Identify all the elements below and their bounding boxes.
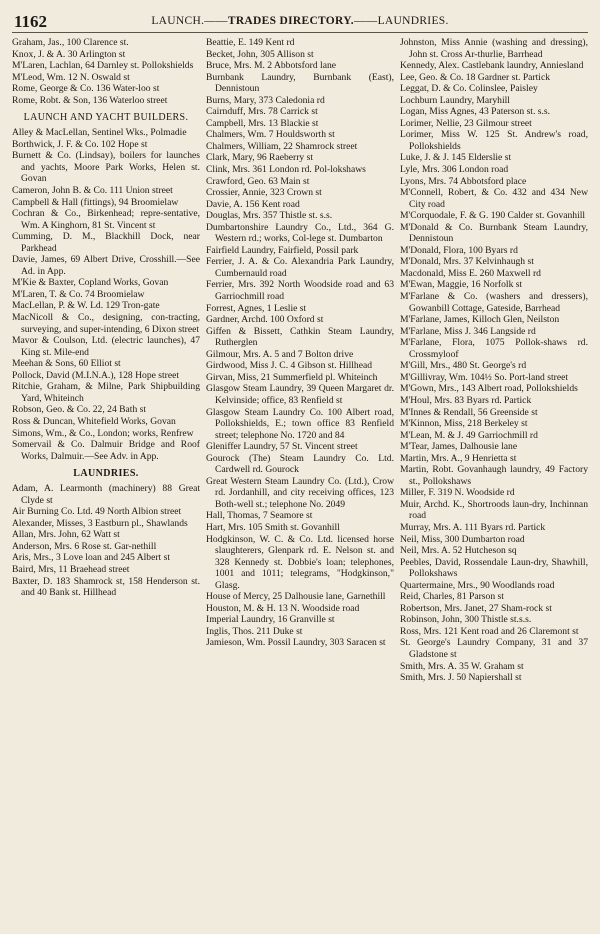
directory-entry: Houston, M. & H. 13 N. Woodside road <box>206 602 360 614</box>
directory-entry: Girdwood, Miss J. C. 4 Gibson st. Hillhead <box>206 360 373 372</box>
directory-entry: Lochburn Laundry, Maryhill <box>400 94 510 106</box>
section-heading: LAUNDRIES. <box>73 468 139 480</box>
directory-entry: M'Tear, James, Dalhousie lane <box>400 441 518 453</box>
directory-entry: Anderson, Mrs. 6 Rose st. Gar-nethill <box>12 540 157 552</box>
directory-entry: Martin, Mrs. A., 9 Henrietta st <box>400 452 517 464</box>
directory-entry: MacLellan, P. & W. Ld. 129 Tron-gate <box>12 300 160 312</box>
directory-entry: Somervail & Co. Dalmuir Bridge and Roof Works, Dalmuir.—See Adv. in App. <box>12 439 200 462</box>
directory-entry: M'Lean, M. & J. 49 Garriochmill rd <box>400 429 538 441</box>
directory-entry: Leggat, D. & Co. Colinslee, Paisley <box>400 83 538 95</box>
directory-entry: M'Innes & Rendall, 56 Greenside st <box>400 406 538 418</box>
directory-entry: Burnbank Laundry, Burnbank (East), Dennistoun <box>206 71 394 95</box>
directory-entry: Clark, Mary, 96 Raeberry st <box>206 152 314 164</box>
directory-entry: MacNicoll & Co., designing, con-tracting, surveying, and super-intending, 6 Dixon street <box>12 312 200 335</box>
directory-entry: M'Kie & Baxter, Copland Works, Govan <box>12 277 169 289</box>
directory-entry: M'Corquodale, F. & G. 190 Calder st. Govanhill <box>400 210 586 222</box>
directory-entry: Clink, Mrs. 361 London rd. Pol-lokshaws <box>206 164 366 176</box>
directory-entry: Chalmers, Wm. 7 Houldsworth st <box>206 129 335 141</box>
directory-entry: Bruce, Mrs. M. 2 Abbotsford lane <box>206 60 337 72</box>
running-header <box>12 12 588 33</box>
directory-entry: Peebles, David, Rossendale Laun-dry, Shawhill, Pollokshaws <box>400 556 588 580</box>
directory-entry: Alley & MacLellan, Sentinel Wks., Polmadie <box>12 127 187 139</box>
page-number: 1162 <box>14 12 48 31</box>
directory-entry: Lyons, Mrs. 74 Abbotsford place <box>400 175 527 187</box>
directory-entry: Lee, Geo. & Co. 18 Gardner st. Partick <box>400 71 550 83</box>
directory-entry: Fairfield Laundry, Fairfield, Possil park <box>206 244 359 256</box>
running-head-dash-1: —— <box>204 15 228 27</box>
directory-entry: Becket, John, 305 Allison st <box>206 48 314 60</box>
directory-entry: Reid, Charles, 81 Parson st <box>400 591 504 603</box>
directory-entry: Robson, Geo. & Co. 22, 24 Bath st <box>12 404 147 416</box>
directory-entry: Neil, Mrs. A. 52 Hutcheson sq <box>400 545 517 557</box>
directory-entry: M'Gown, Mrs., 143 Albert road, Pollokshields <box>400 383 578 395</box>
directory-entry: Quartermaine, Mrs., 90 Woodlands road <box>400 579 555 591</box>
directory-entry: Campbell, Mrs. 13 Blackie st <box>206 117 319 129</box>
directory-entry: Girvan, Miss, 21 Summerfield pl. Whiteinch <box>206 371 378 383</box>
directory-entry: Martin, Robt. Govanhaugh laundry, 49 Factory st., Pollokshaws <box>400 464 588 487</box>
directory-entry: Macdonald, Miss E. 260 Maxwell rd <box>400 267 541 279</box>
directory-entry: Pollock, David (M.I.N.A.), 128 Hope street <box>12 369 180 381</box>
directory-entry: Davie, James, 69 Albert Drive, Crosshill.—See Ad. in App. <box>12 254 200 277</box>
directory-entry: Allan, Mrs. John, 62 Watt st <box>12 529 120 541</box>
directory-entry: M'Donald, Mrs. 37 Kelvinhaugh st <box>400 256 534 268</box>
directory-entry: Neil, Miss, 300 Dumbarton road <box>400 533 525 545</box>
running-head-right: LAUNDRIES. <box>377 15 449 27</box>
directory-entry: St. George's Laundry Company, 31 and 37 Gladstone st <box>400 637 588 660</box>
directory-entry: M'Ewan, Maggie, 16 Norfolk st <box>400 279 523 291</box>
directory-entry: Great Western Steam Laundry Co. (Ltd.), Crow rd. Jordanhill, and city receiving offices, 123 Both-well st.; telephone No. 2049 <box>206 475 394 510</box>
directory-entry: Ritchie, Graham, & Milne, Park Shipbuilding Yard, Whiteinch <box>12 381 200 404</box>
directory-entry: Baxter, D. 183 Shamrock st, 158 Henderson st. and 40 Bank st. Hillhead <box>12 575 200 599</box>
section-heading: LAUNCH AND YACHT BUILDERS. <box>23 112 189 124</box>
directory-entry: Davie, A. 156 Kent road <box>206 198 300 210</box>
directory-entry: Gleniffer Laundry, 57 St. Vincent street <box>206 441 358 453</box>
directory-entry: Chalmers, William, 22 Shamrock street <box>206 140 358 152</box>
directory-entry: Hall, Thomas, 7 Seamore st <box>206 510 313 522</box>
directory-entry: Baird, Mrs, 11 Braehead street <box>12 563 130 575</box>
running-head-dash-2: —— <box>353 15 378 27</box>
directory-entry: Ferrier, J. A. & Co. Alexandria Park Laundry, Cumbernauld road <box>206 256 394 279</box>
directory-entry: Forrest, Agnes, 1 Leslie st <box>206 302 307 314</box>
directory-entry: Adam, A. Learmonth (machinery) 88 Great Clyde st <box>12 483 200 506</box>
directory-entry: Jamieson, Wm. Possil Laundry, 303 Saracen st <box>206 637 386 649</box>
directory-entry: Ross & Duncan, Whitefield Works, Govan <box>12 415 176 427</box>
directory-entry: M'Houl, Mrs. 83 Byars rd. Partick <box>400 394 532 406</box>
directory-entry: Cochran & Co., Birkenhead; repre-sentative, Wm. A Kinghorn, 81 St. Vincent st <box>12 208 200 231</box>
directory-entry: Knox, J. & A. 30 Arlington st <box>12 48 126 60</box>
directory-entry: M'Leod, Wm. 12 N. Oswald st <box>12 71 130 83</box>
directory-entry: M'Laren, Lachlan, 64 Darnley st. Pollokshields <box>12 60 194 72</box>
directory-entry: Graham, Jas., 100 Clarence st. <box>12 37 129 48</box>
directory-entry: M'Gillivray, Wm. 104½ So. Port-land street <box>400 371 569 383</box>
directory-entry: Mavor & Coulson, Ltd. (electric launches), 47 King st. Mile-end <box>12 335 200 358</box>
directory-entry: Meehan & Sons, 60 Elliot st <box>12 358 121 370</box>
directory-entry: Robinson, John, 300 Thistle st.s.s. <box>400 614 532 626</box>
directory-entry: Muir, Archd. K., Shortroods laun-dry, Inchinnan road <box>400 498 588 522</box>
column-3 <box>400 37 588 684</box>
directory-entry: Imperial Laundry, 16 Granville st <box>206 614 335 626</box>
directory-entry: M'Connell, Robert, & Co. 432 and 434 New City road <box>400 187 588 210</box>
directory-entry: Smith, Mrs. A. 35 W. Graham st <box>400 660 524 672</box>
directory-entry: Beattie, E. 149 Kent rd <box>206 37 295 48</box>
directory-entry: Crossier, Annie, 323 Crown st <box>206 187 322 199</box>
directory-entry: Hodgkinson, W. C. & Co. Ltd. licensed horse slaughterers, Glenpark rd. E. Nelson st. and 328 Kennedy st. Dobbie's loan; telephones, 1001 and 1011; telegrams, "Hodgkinson," Glasg. <box>206 533 394 591</box>
directory-entry: Douglas, Mrs. 357 Thistle st. s.s. <box>206 210 333 222</box>
directory-entry: Aris, Mrs., 3 Love loan and 245 Albert st <box>12 552 171 564</box>
directory-entry: M'Donald, Flora, 100 Byars rd <box>400 244 518 256</box>
directory-entry: Borthwick, J. F. & Co. 102 Hope st <box>12 138 148 150</box>
directory-entry: Rome, Robt. & Son, 136 Waterloo street <box>12 94 168 106</box>
directory-entry: Lorimer, Miss W. 125 St. Andrew's road, Pollokshields <box>400 129 588 152</box>
columns <box>12 37 588 684</box>
directory-entry: M'Gill, Mrs., 480 St. George's rd <box>400 360 527 372</box>
directory-entry: Murray, Mrs. A. 111 Byars rd. Partick <box>400 521 546 533</box>
directory-entry: Lyle, Mrs. 306 London road <box>400 164 509 176</box>
directory-entry: Campbell & Hall (fittings), 94 Broomielaw <box>12 196 179 208</box>
directory-entry: Glasgow Steam Laundry, 39 Queen Margaret dr. Kelvinside; office, 83 Renfield st <box>206 383 394 406</box>
directory-entry: House of Mercy, 25 Dalhousie lane, Garnethill <box>206 591 386 603</box>
directory-entry: Cumming, D. M., Blackhill Dock, near Parkhead <box>12 231 200 254</box>
directory-entry: Dumbartonshire Laundry Co., Ltd., 364 G. Western rd.; works, Col-lege st. Dumbarton <box>206 221 394 245</box>
running-head-center: TRADES DIRECTORY. <box>227 15 354 27</box>
directory-entry: M'Kinnon, Miss, 218 Berkeley st <box>400 418 528 430</box>
directory-entry: Miller, F. 319 N. Woodside rd <box>400 487 515 499</box>
directory-entry: Air Burning Co. Ltd. 49 North Albion street <box>12 506 182 518</box>
directory-entry: M'Donald & Co. Burnbank Steam Laundry, Dennistoun <box>400 221 588 245</box>
directory-entry: M'Laren, T. & Co. 74 Broomielaw <box>12 288 145 300</box>
directory-entry: Alexander, Misses, 3 Eastburn pl., Shawlands <box>12 517 188 529</box>
directory-entry: Rome, George & Co. 136 Water-loo st <box>12 83 160 95</box>
directory-entry: Lorimer, Nellie, 23 Gilmour street <box>400 117 532 129</box>
directory-entry: Burns, Mary, 373 Caledonia rd <box>206 94 325 106</box>
directory-entry: Johnston, Miss Annie (washing and dressing), John st. Cross Ar-thurlie, Barrhead <box>400 37 588 60</box>
directory-entry: Ross, Mrs. 121 Kent road and 26 Claremont st <box>400 625 579 637</box>
running-head-left: LAUNCH. <box>151 15 205 27</box>
directory-entry: Inglis, Thos. 211 Duke st <box>206 625 303 637</box>
column-1 <box>12 37 200 684</box>
directory-entry: M'Farlane, Flora, 1075 Pollok-shaws rd. Crossmyloof <box>400 337 588 360</box>
directory-entry: Burnett & Co. (Lindsay), boilers for launches and yachts, Moore Park Works, Helen st. Govan <box>12 150 200 185</box>
directory-entry: Gourock (The) Steam Laundry Co. Ltd. Cardwell rd. Gourock <box>206 452 394 476</box>
directory-entry: Smith, Mrs. J. 50 Napiershall st <box>400 672 522 684</box>
directory-entry: Robertson, Mrs. Janet, 27 Sham-rock st <box>400 602 552 614</box>
running-head-text <box>12 15 588 27</box>
directory-entry: Hart, Mrs. 105 Smith st. Govanhill <box>206 521 340 533</box>
directory-entry: Logan, Miss Agnes, 43 Paterson st. s.s. <box>400 106 551 118</box>
directory-entry: Glasgow Steam Laundry Co. 100 Albert road, Pollokshields, E.; town office 83 Renfield street; telephone No. 1720 and 84 <box>206 406 394 441</box>
directory-entry: M'Farlane & Co. (washers and dressers), Gowanbill Cottage, Gateside, Barrhead <box>400 291 588 314</box>
directory-entry: Kennedy, Alex. Castlebank laundry, Anniesland <box>400 60 584 72</box>
column-2 <box>206 37 394 684</box>
directory-entry: Luke, J. & J. 145 Elderslie st <box>400 152 512 164</box>
directory-entry: Crawford, Geo. 63 Main st <box>206 175 310 187</box>
directory-entry: Giffen & Bissett, Cathkin Steam Laundry, Rutherglen <box>206 325 394 349</box>
directory-entry: M'Farlane, James, Killoch Glen, Neilston <box>400 314 560 326</box>
directory-entry: M'Farlane, Miss J. 346 Langside rd <box>400 325 536 337</box>
directory-entry: Cairnduff, Mrs. 78 Carrick st <box>206 106 318 118</box>
directory-entry: Gardner, Archd. 100 Oxford st <box>206 314 324 326</box>
directory-entry: Cameron, John B. & Co. 111 Union street <box>12 185 173 197</box>
directory-entry: Gilmour, Mrs. A. 5 and 7 Bolton drive <box>206 348 354 360</box>
directory-entry: Ferrier, Mrs. 392 North Woodside road and 63 Garriochmill road <box>206 279 394 303</box>
directory-entry: Simons, Wm., & Co., London; works, Renfrew <box>12 427 194 439</box>
